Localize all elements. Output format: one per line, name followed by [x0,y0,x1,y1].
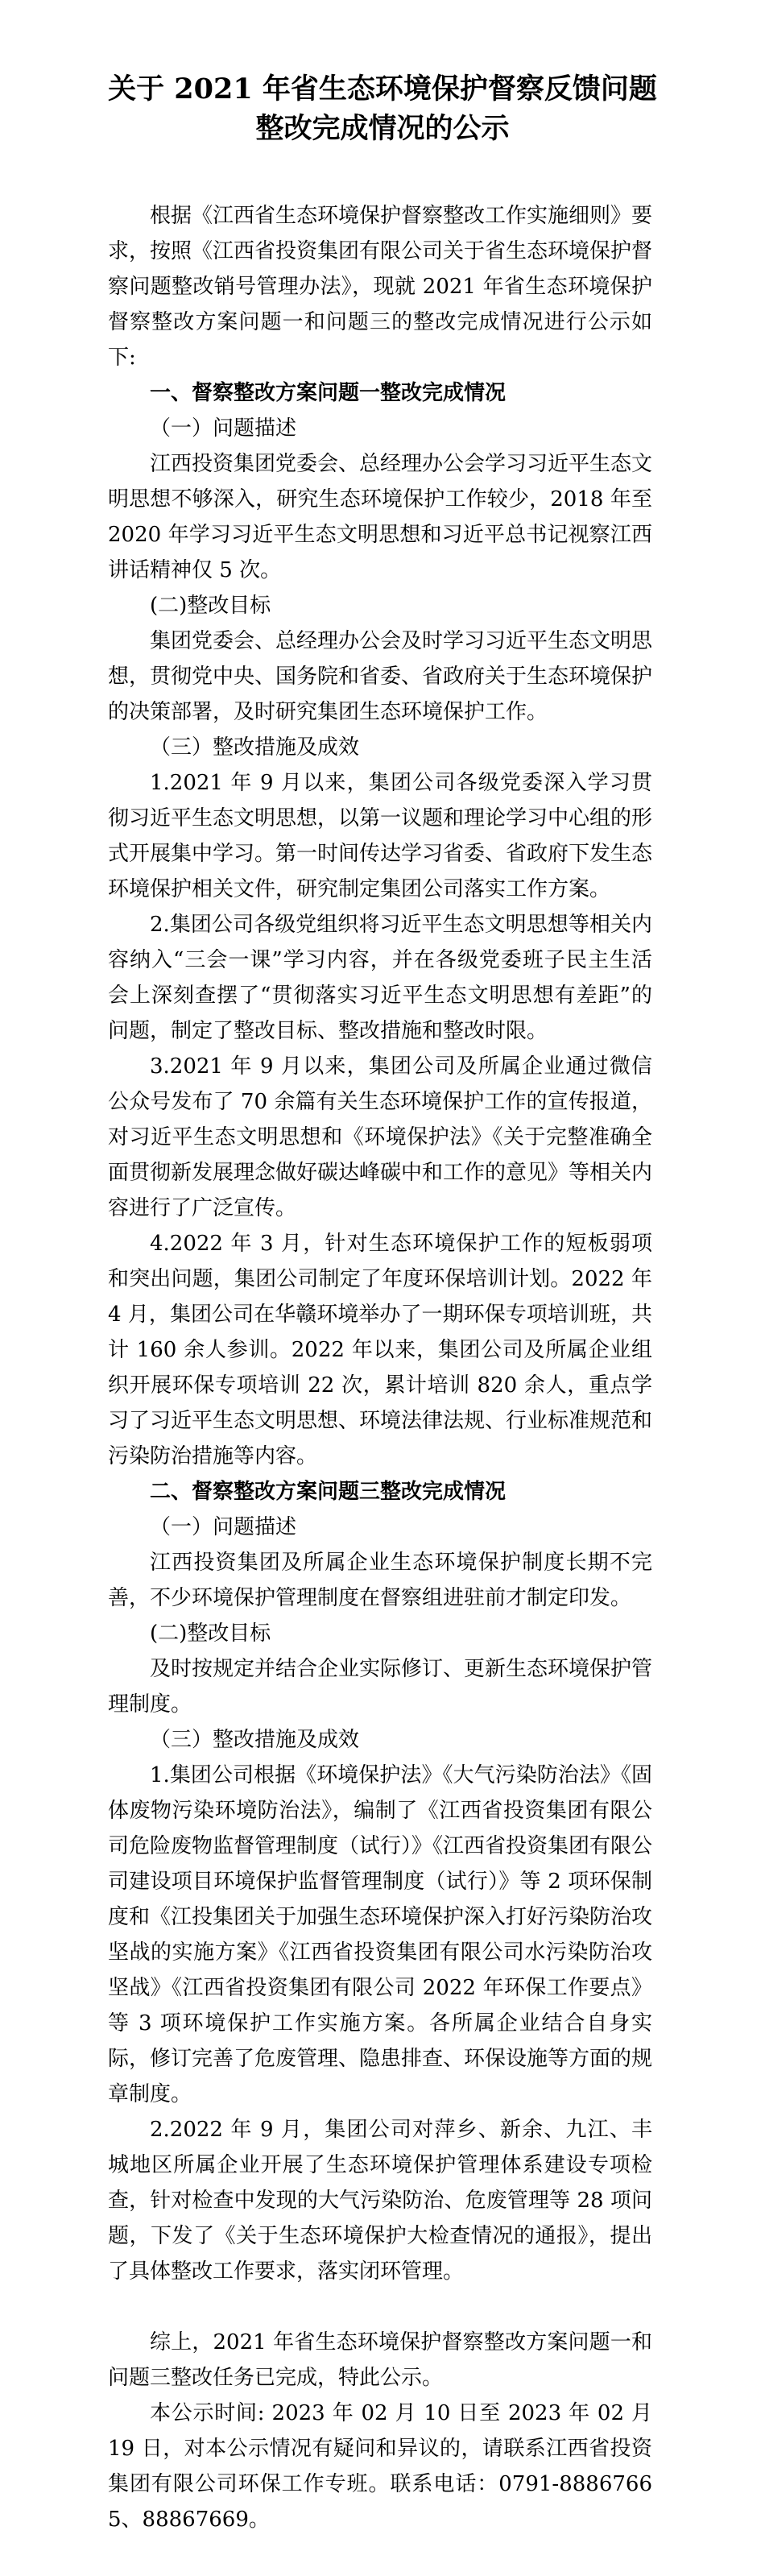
document-title [0,0,765,148]
paragraph: 江西投资集团及所属企业生态环境保护制度长期不完善，不少环境保护管理制度在督察组进驻前才制定印发。 [108,1551,652,1610]
paragraph: 根据《江西省生态环境保护督察整改工作实施细则》要求，按照《江西省投资集团有限公司关于省生态环境保护督察问题整改销号管理办法》，现就 2021 年省生态环境保护督察整改方案问题一和问题三的整改完成情况进行公示如下: [108,204,653,370]
sub-heading: (二)整改目标 [150,594,271,618]
paragraph: 及时按规定并结合企业实际修订、更新生态环境保护管理制度。 [108,1657,653,1717]
blank-line [108,2289,652,2325]
document-title-line-2: 整改完成情况的公示 [255,112,510,145]
paragraph: 1.集团公司根据《环境保护法》《大气污染防治法》《固体废物污染环境防治法》，编制了《江西省投资集团有限公司危险废物监督管理制度（试行）》《江西省投资集团有限公司建设项目环境保护监督管理制度（试行）》等 2 项环保制度和《江投集团关于加强生态环境保护深入打好污染防治攻坚战的实施方案》《江西省投资集团有限公司水污染防治攻坚战》《江西省投资集团有限公司 2022 年环保工作要点》等 3 项环境保护工作实施方案。各所属企业结合自身实际，修订完善了危废管理、隐患排查、环保设施等方面的规章制度。 [108,1763,653,2106]
paragraph: 江西投资集团党委会、总经理办公会学习习近平生态文明思想不够深入，研究生态环境保护工作较少，2018 年至 2020 年学习习近平生态文明思想和习近平总书记视察江西讲话精神仅 5 次。 [108,452,653,582]
section-heading: 一、督察整改方案问题一整改完成情况 [150,381,507,405]
paragraph: 2.2022 年 9 月，集团公司对萍乡、新余、九江、丰城地区所属企业开展了生态环境保护管理体系建设专项检查，针对检查中发现的大气污染防治、危废管理等 28 项问题，下发了《关于生态环境保护大检查情况的通报》，提出了具体整改工作要求，落实闭环管理。 [108,2118,652,2284]
document-title-line-1: 关于 2021 年省生态环境保护督察反馈问题 [108,72,657,106]
sub-heading: （三）整改措施及成效 [150,1728,360,1752]
sub-heading: （一）问题描述 [150,1515,297,1539]
sub-heading: (二)整改目标 [150,1621,271,1646]
paragraph: 综上，2021 年省生态环境保护督察整改方案问题一和问题三整改任务已完成，特此公示。 [108,2330,652,2390]
paragraph: 1.2021 年 9 月以来，集团公司各级党委深入学习贯彻习近平生态文明思想，以第一议题和理论学习中心组的形式开展集中学习。第一时间传达学习省委、省政府下发生态环境保护相关文件，研究制定集团公司落实工作方案。 [108,771,653,901]
paragraph: 3.2021 年 9 月以来，集团公司及所属企业通过微信公众号发布了 70 余篇有关生态环境保护工作的宣传报道，对习近平生态文明思想和《环境保护法》《关于完整准确全面贯彻新发展理念做好碳达峰碳中和工作的意见》等相关内容进行了广泛宣传。 [108,1054,653,1220]
section-heading: 二、督察整改方案问题三整改完成情况 [150,1480,507,1504]
paragraph: 2.集团公司各级党组织将习近平生态文明思想等相关内容纳入“三会一课”学习内容，并在各级党委班子民主生活会上深刻查摆了“贯彻落实习近平生态文明思想有差距”的问题，制定了整改目标、整改措施和整改时限。 [108,913,652,1043]
document-body [108,198,652,2537]
sub-heading: （三）整改措施及成效 [150,735,360,760]
paragraph: 集团党委会、总经理办公会及时学习习近平生态文明思想，贯彻党中央、国务院和省委、省政府关于生态环境保护的决策部署，及时研究集团生态环境保护工作。 [108,629,653,724]
sub-heading: （一）问题描述 [150,416,297,441]
paragraph: 4.2022 年 3 月，针对生态环境保护工作的短板弱项和突出问题，集团公司制定了年度环保培训计划。2022 年 4 月，集团公司在华赣环境举办了一期环保专项培训班，共计 160 余人参训。2022 年以来，集团公司及所属企业组织开展环保专项培训 22 次，累计培训 820 余人，重点学习了习近平生态文明思想、环境法律法规、行业标准规范和污染防治措施等内容。 [108,1232,653,1468]
paragraph: 本公示时间: 2023 年 02 月 10 日至 2023 年 02 月 19 日，对本公示情况有疑问和异议的，请联系江西省投资集团有限公司环保工作专班。联系电话：0791-88867665、88867669。 [108,2401,652,2532]
